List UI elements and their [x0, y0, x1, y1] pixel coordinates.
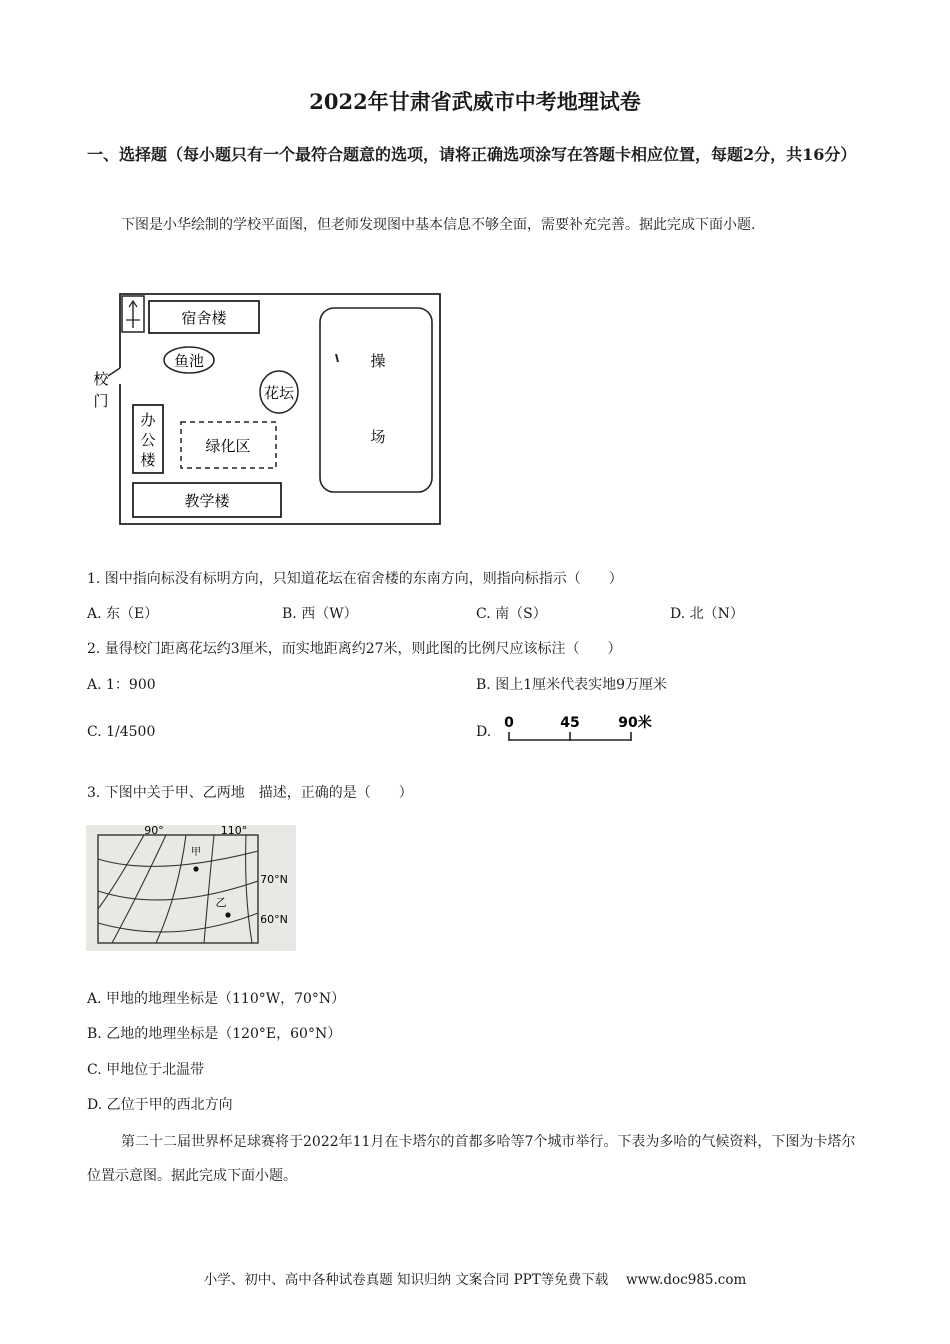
q1-option-c[interactable]: C. 南（S）: [476, 606, 547, 622]
point-a-marker: [193, 866, 198, 871]
q3-option-d[interactable]: D. 乙位于甲的西北方向: [87, 1097, 233, 1113]
q3-option-b[interactable]: B. 乙地的地理坐标是（120°E，60°N）: [87, 1026, 342, 1042]
office-label-2: 公: [140, 431, 156, 449]
lat-70-label: 70°N: [260, 873, 288, 886]
q1-option-d[interactable]: D. 北（N）: [670, 606, 744, 622]
intro-paragraph-2: 第二十二届世界杯足球赛将于2022年11月在卡塔尔的首都多哈等7个城市举行。下表为多哈的气候资料，下图为卡塔尔位置示意图。据此完成下面小题。: [87, 1134, 856, 1184]
intro-paragraph-1: 下图是小华绘制的学校平面图，但老师发现图中基本信息不够全面，需要补充完善。据此完成下面小题.: [121, 217, 756, 233]
fish-pond-label: 鱼池: [173, 352, 205, 370]
school-gate-label-2: 门: [93, 392, 109, 410]
playground-label-1: 操: [370, 352, 386, 370]
scale-label-0: 0: [504, 715, 514, 731]
q1-option-b[interactable]: B. 西（W）: [282, 606, 358, 622]
q2-option-b[interactable]: B. 图上1厘米代表实地9万厘米: [476, 677, 668, 693]
playground-label-2: 场: [370, 428, 386, 446]
flower-bed-label: 花坛: [263, 384, 295, 402]
point-b-label: 乙: [215, 896, 227, 909]
q2-option-a[interactable]: A. 1：900: [87, 677, 156, 693]
q3-option-a[interactable]: A. 甲地的地理坐标是（110°W，70°N）: [87, 991, 346, 1007]
question-2-stem: 2. 量得校门距离花坛约3厘米，而实地距离约27米，则此图的比例尺应该标注（ ）: [87, 641, 622, 657]
office-label-1: 办: [140, 411, 156, 429]
scale-bar: [500, 710, 660, 746]
lon-90-label: 90°: [144, 825, 164, 837]
q1-option-a[interactable]: A. 东（E）: [87, 606, 159, 622]
section-heading: 一、选择题（每小题只有一个最符合题意的选项，请将正确选项涂写在答题卡相应位置，每题2分，共16分）: [87, 145, 857, 164]
page-title: 2022年甘肃省武威市中考地理试卷: [309, 89, 641, 114]
lat-lon-grid-map: [86, 825, 296, 951]
scale-label-45: 45: [560, 715, 580, 731]
q2-option-d[interactable]: D.: [476, 724, 492, 740]
q2-option-c[interactable]: C. 1/4500: [87, 724, 156, 740]
scale-label-90: 90米: [618, 715, 652, 731]
office-label-3: 楼: [140, 451, 156, 469]
lon-110-label: 110°: [220, 825, 248, 837]
point-b-marker: [225, 912, 230, 917]
question-3-stem: 3. 下图中关于甲、乙两地 描述，正确的是（ ）: [87, 785, 413, 801]
lat-60-label: 60°N: [260, 913, 288, 926]
school-plan-map: [86, 290, 446, 530]
q3-option-c[interactable]: C. 甲地位于北温带: [87, 1062, 205, 1078]
teaching-building-label: 教学楼: [184, 492, 230, 510]
question-1-stem: 1. 图中指向标没有标明方向，只知道花坛在宿舍楼的东南方向，则指向标指示（ ）: [87, 571, 623, 587]
green-area-label: 绿化区: [205, 437, 251, 455]
dormitory-label: 宿舍楼: [181, 309, 227, 327]
page-footer: 小学、初中、高中各种试卷真题 知识归纳 文案合同 PPT等免费下载 www.doc985.com: [203, 1272, 747, 1288]
playground: [320, 308, 432, 492]
point-a-label: 甲: [191, 847, 201, 858]
school-gate-label-1: 校: [93, 370, 109, 388]
